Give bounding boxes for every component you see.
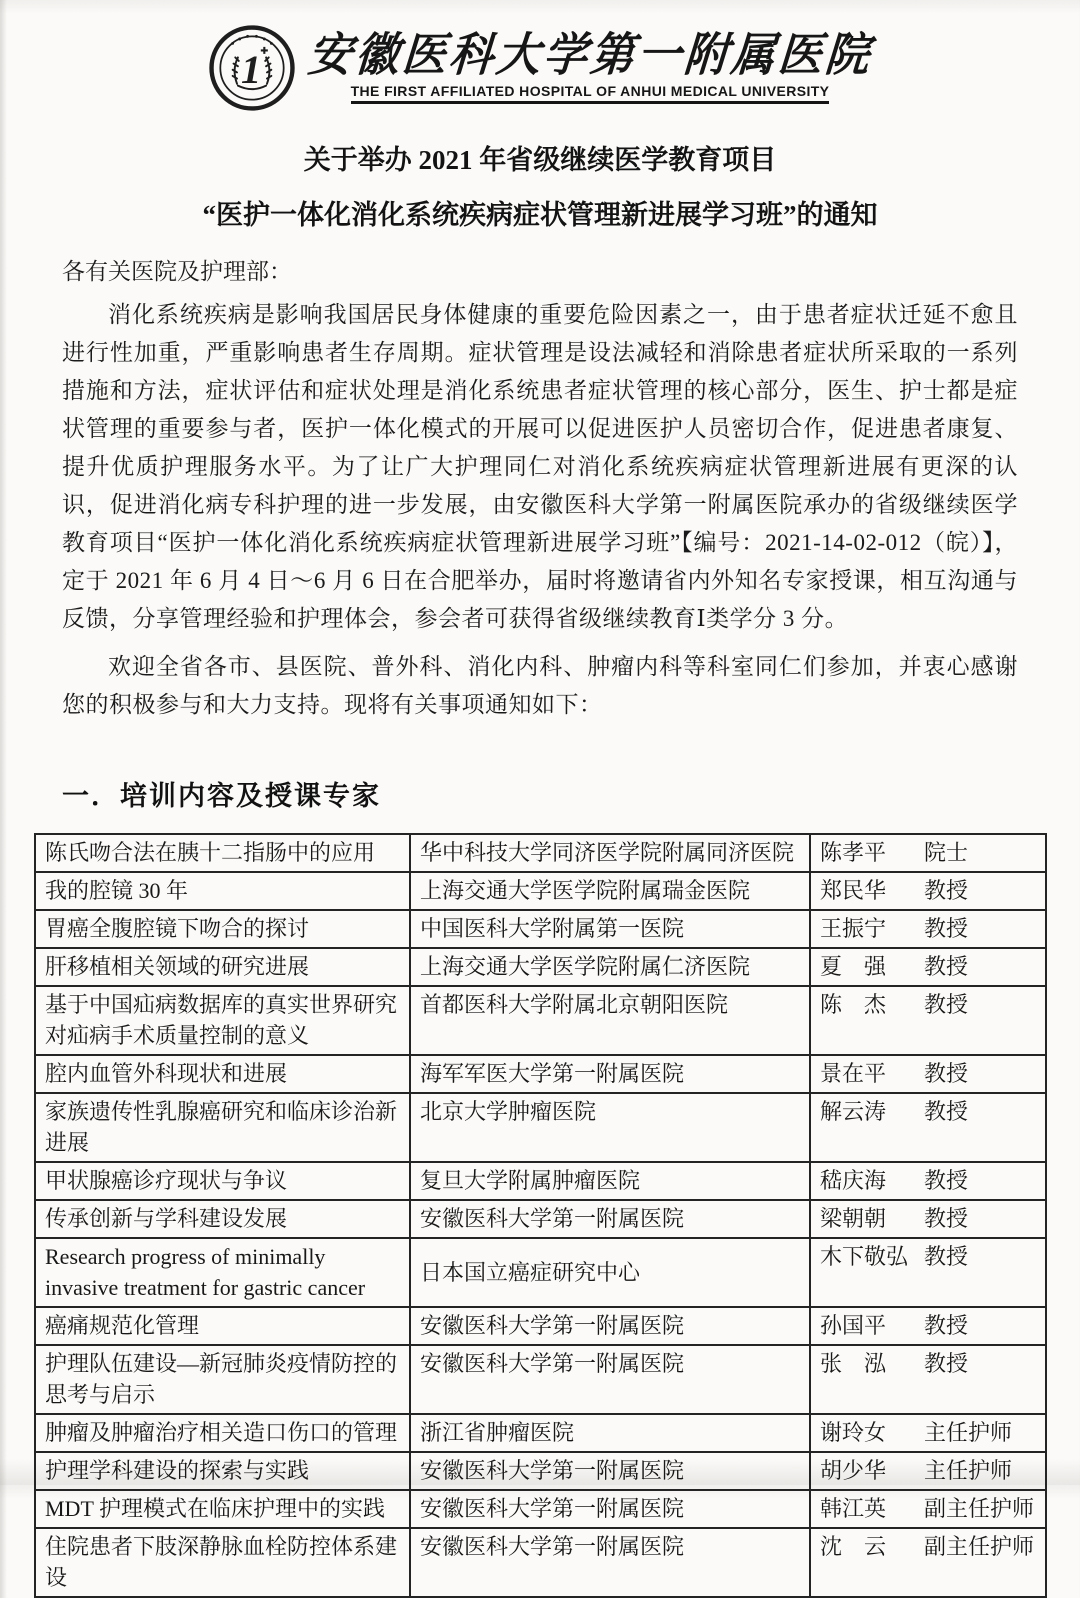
section-heading-training: 一．培训内容及授课专家 bbox=[62, 781, 381, 811]
speaker-cell bbox=[810, 1307, 1046, 1345]
table-row bbox=[35, 1452, 1046, 1490]
speaker-cell bbox=[810, 948, 1046, 986]
speaker-title: 教授 bbox=[924, 878, 969, 903]
speaker-name: 木下敬弘 bbox=[820, 1244, 909, 1269]
org-cell: 安徽医科大学第一附属医院 bbox=[410, 1452, 810, 1490]
org-cell: 海军军医大学第一附属医院 bbox=[410, 1055, 810, 1093]
speaker-cell bbox=[810, 1200, 1046, 1238]
speaker-cell bbox=[810, 1055, 1046, 1093]
speaker-title: 教授 bbox=[924, 1244, 969, 1269]
topic-cell: 胃癌全腹腔镜下吻合的探讨 bbox=[35, 910, 410, 948]
speaker-title: 教授 bbox=[924, 1313, 969, 1338]
speaker-cell bbox=[810, 1452, 1046, 1490]
speaker-cell bbox=[810, 834, 1046, 872]
table-row bbox=[35, 1307, 1046, 1345]
speaker-name: 梁朝朝 bbox=[820, 1206, 887, 1231]
topic-cell: MDT 护理模式在临床护理中的实践 bbox=[35, 1490, 410, 1528]
table-row bbox=[35, 1528, 1046, 1597]
topic-cell: 陈氏吻合法在胰十二指肠中的应用 bbox=[35, 834, 410, 872]
speaker-title: 主任护师 bbox=[924, 1420, 1013, 1445]
speaker-name: 张 泓 bbox=[820, 1351, 887, 1376]
speaker-title: 副主任护师 bbox=[924, 1496, 1035, 1521]
org-cell: 北京大学肿瘤医院 bbox=[410, 1093, 810, 1162]
speaker-title: 院士 bbox=[924, 840, 969, 865]
speaker-name: 韩江英 bbox=[820, 1496, 887, 1521]
hospital-names bbox=[308, 32, 872, 103]
speaker-name: 景在平 bbox=[820, 1061, 887, 1086]
org-cell: 日本国立癌症研究中心 bbox=[410, 1238, 810, 1307]
hospital-name-zh: 安徽医科大学第一附属医院 bbox=[306, 30, 874, 82]
speaker-name: 孙国平 bbox=[820, 1313, 887, 1338]
org-cell: 上海交通大学医学院附属瑞金医院 bbox=[410, 872, 810, 910]
speaker-title: 教授 bbox=[924, 1168, 969, 1193]
topic-cell: 基于中国疝病数据库的真实世界研究对疝病手术质量控制的意义 bbox=[35, 986, 410, 1055]
speaker-cell bbox=[810, 1162, 1046, 1200]
speaker-name: 陈 杰 bbox=[820, 992, 887, 1017]
org-cell: 首都医科大学附属北京朝阳医院 bbox=[410, 986, 810, 1055]
table-row bbox=[35, 1200, 1046, 1238]
notice-title-line1: 关于举办 2021 年省级继续医学教育项目 bbox=[303, 145, 777, 175]
topic-cell: Research progress of minimally invasive treatment for gastric cancer bbox=[35, 1238, 410, 1307]
speaker-cell bbox=[810, 1238, 1046, 1307]
table-row bbox=[35, 1093, 1046, 1162]
table-row bbox=[35, 1345, 1046, 1414]
topic-cell: 护理学科建设的探索与实践 bbox=[35, 1452, 410, 1490]
topic-cell: 癌痛规范化管理 bbox=[35, 1307, 410, 1345]
table-row bbox=[35, 1238, 1046, 1307]
training-schedule-table bbox=[34, 833, 1047, 1598]
topic-cell: 传承创新与学科建设发展 bbox=[35, 1200, 410, 1238]
speaker-cell bbox=[810, 1414, 1046, 1452]
table-row bbox=[35, 948, 1046, 986]
speaker-cell bbox=[810, 1528, 1046, 1597]
speaker-name: 解云涛 bbox=[820, 1099, 887, 1124]
table-row bbox=[35, 834, 1046, 872]
speaker-cell bbox=[810, 1490, 1046, 1528]
org-cell: 安徽医科大学第一附属医院 bbox=[410, 1307, 810, 1345]
speaker-name: 谢玲女 bbox=[820, 1420, 887, 1445]
topic-cell: 肿瘤及肿瘤治疗相关造口伤口的管理 bbox=[35, 1414, 410, 1452]
speaker-name: 沈 云 bbox=[820, 1534, 887, 1559]
speaker-name: 胡少华 bbox=[820, 1458, 887, 1483]
topic-cell: 护理队伍建设—新冠肺炎疫情防控的思考与启示 bbox=[35, 1345, 410, 1414]
speaker-title: 教授 bbox=[924, 1099, 969, 1124]
speaker-title: 教授 bbox=[924, 916, 969, 941]
org-cell: 中国医科大学附属第一医院 bbox=[410, 910, 810, 948]
speaker-cell bbox=[810, 910, 1046, 948]
speaker-title: 教授 bbox=[924, 1206, 969, 1231]
org-cell: 复旦大学附属肿瘤医院 bbox=[410, 1162, 810, 1200]
table-row bbox=[35, 1162, 1046, 1200]
hospital-logo-icon bbox=[208, 24, 296, 112]
table-row bbox=[35, 1490, 1046, 1528]
table-row bbox=[35, 910, 1046, 948]
topic-cell: 住院患者下肢深静脉血栓防控体系建设 bbox=[35, 1528, 410, 1597]
speaker-name: 陈孝平 bbox=[820, 840, 887, 865]
org-cell: 华中科技大学同济医学院附属同济医院 bbox=[410, 834, 810, 872]
table-row bbox=[35, 1055, 1046, 1093]
logo-numeral: 1 bbox=[241, 46, 262, 92]
speaker-title: 主任护师 bbox=[924, 1458, 1013, 1483]
speaker-title: 教授 bbox=[924, 992, 969, 1017]
topic-cell: 家族遗传性乳腺癌研究和临床诊治新进展 bbox=[35, 1093, 410, 1162]
speaker-title: 教授 bbox=[924, 1351, 969, 1376]
speaker-name: 夏 强 bbox=[820, 954, 887, 979]
table-row bbox=[35, 1414, 1046, 1452]
topic-cell: 我的腔镜 30 年 bbox=[35, 872, 410, 910]
org-cell: 安徽医科大学第一附属医院 bbox=[410, 1528, 810, 1597]
speaker-cell bbox=[810, 1345, 1046, 1414]
speaker-name: 王振宁 bbox=[820, 916, 887, 941]
speaker-title: 教授 bbox=[924, 954, 969, 979]
intro-paragraph: 消化系统疾病是影响我国居民身体健康的重要危险因素之一，由于患者症状迁延不愈且进行性加重，严重影响患者生存周期。症状管理是设法减轻和消除患者症状所采取的一系列措施和方法，症状评估和症状处理是消化系统患者症状管理的核心部分，医生、护士都是症状管理的重要参与者，医护一体化模式的开展可以促进医护人员密切合作，促进患者康复、提升优质护理服务水平。为了让广大护理同仁对消化系统疾病症状管理新进展有更深的认识，促进消化病专科护理的进一步发展，由安徽医科大学第一附属医院承办的省级继续医学教育项目“医护一体化消化系统疾病症状管理新进展学习班”【编号：2021-14-02-012（皖）】，定于 2021 年 6 月 4 日～6 月 6 日在合肥举办，届时将邀请省内外知名专家授课，相互沟通与反馈，分享管理经验和护理体会，参会者可获得省级继续教育Ⅰ类学分 3 分。 bbox=[62, 302, 1018, 631]
speaker-cell bbox=[810, 986, 1046, 1055]
org-cell: 安徽医科大学第一附属医院 bbox=[410, 1200, 810, 1238]
org-cell: 浙江省肿瘤医院 bbox=[410, 1414, 810, 1452]
speaker-title: 副主任护师 bbox=[924, 1534, 1035, 1559]
topic-cell: 甲状腺癌诊疗现状与争议 bbox=[35, 1162, 410, 1200]
topic-cell: 肝移植相关领域的研究进展 bbox=[35, 948, 410, 986]
org-cell: 安徽医科大学第一附属医院 bbox=[410, 1345, 810, 1414]
hospital-name-en: THE FIRST AFFILIATED HOSPITAL OF ANHUI MEDICAL UNIVERSITY bbox=[351, 83, 830, 104]
table-row bbox=[35, 986, 1046, 1055]
org-cell: 上海交通大学医学院附属仁济医院 bbox=[410, 948, 810, 986]
speaker-cell bbox=[810, 1093, 1046, 1162]
speaker-name: 郑民华 bbox=[820, 878, 887, 903]
notice-title-line2: “医护一体化消化系统疾病症状管理新进展学习班”的通知 bbox=[202, 200, 878, 230]
speaker-name: 嵇庆海 bbox=[820, 1168, 887, 1193]
table-row bbox=[35, 872, 1046, 910]
org-cell: 安徽医科大学第一附属医院 bbox=[410, 1490, 810, 1528]
welcome-paragraph: 欢迎全省各市、县医院、普外科、消化内科、肿瘤内科等科室同仁们参加，并衷心感谢您的积极参与和大力支持。现将有关事项通知如下： bbox=[62, 654, 1018, 717]
speaker-title: 教授 bbox=[924, 1061, 969, 1086]
salutation: 各有关医院及护理部： bbox=[62, 259, 292, 284]
topic-cell: 腔内血管外科现状和进展 bbox=[35, 1055, 410, 1093]
speaker-cell bbox=[810, 872, 1046, 910]
hospital-header bbox=[0, 0, 1080, 112]
